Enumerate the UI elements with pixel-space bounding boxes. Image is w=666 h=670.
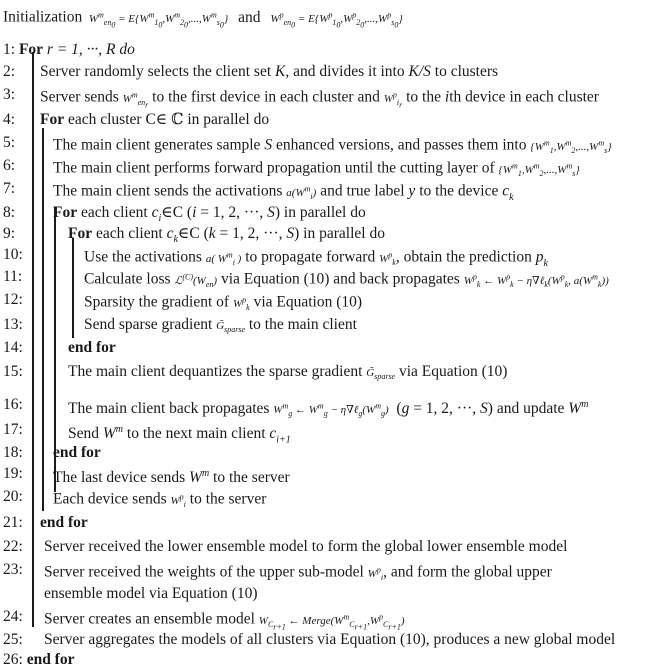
keyword-end-for: end for	[26, 651, 75, 668]
algo-line-1: 1: For r = 1, ···, R do	[3, 41, 135, 58]
init-line	[3, 5, 403, 35]
init-label: Initialization	[3, 8, 83, 26]
block-bar-level4	[72, 238, 74, 338]
init-and: and	[238, 8, 261, 26]
keyword-for: For	[18, 41, 44, 58]
block-bar-level1	[32, 52, 34, 627]
init-formula-2: $W^p_{en_0} = E\{W^p_{1_0},W^p_{2_0},...,W^p_{s_0}\}$	[270, 10, 403, 30]
algo-line-26: 26: end for	[3, 651, 75, 668]
init-formula-1: $W^m_{en_0} = E\{W^m_{1_0},W^m_{2_0},...,W^m_{s_0}\}$	[86, 10, 229, 30]
block-bar-level2	[42, 128, 44, 511]
